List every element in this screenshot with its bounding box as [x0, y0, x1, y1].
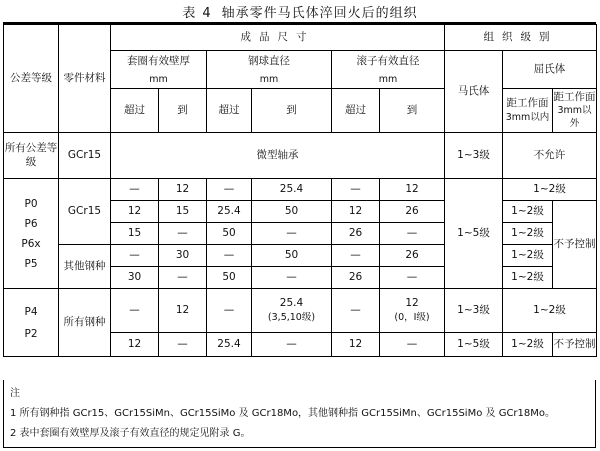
mart-group-a: 1~5级 — [445, 179, 503, 289]
cell: — — [111, 245, 159, 267]
ball-over: 超过 — [207, 89, 252, 133]
not-controlled: 不予控制 — [553, 201, 597, 289]
cell: — — [252, 267, 332, 289]
cell: — — [332, 179, 380, 201]
grade-all: 所有公差等级 — [4, 133, 59, 179]
mart-group-b2: 1~5级 — [445, 333, 503, 357]
ball-to: 到 — [252, 89, 332, 133]
cell: 50 — [207, 223, 252, 245]
troo-b1: 1~2级 — [503, 289, 597, 333]
cell: 30 — [111, 267, 159, 289]
cell: 50 — [252, 245, 332, 267]
cell: — — [207, 179, 252, 201]
cell: 30 — [159, 245, 207, 267]
cell: — — [111, 289, 159, 333]
cell: 26 — [332, 267, 380, 289]
material-gcr15: GCr15 — [59, 179, 111, 245]
cell: — — [380, 223, 445, 245]
troo-row2: 1~2级 — [503, 201, 553, 223]
cell: — — [332, 245, 380, 267]
roller-over: 超过 — [332, 89, 380, 133]
note-2: 2 表中套圈有效壁厚及滚子有效直径的规定见附录 G。 — [10, 428, 251, 439]
cell: — — [207, 245, 252, 267]
mart-group-b1: 1~3级 — [445, 289, 503, 333]
cell: — — [380, 267, 445, 289]
cell: 12 — [111, 333, 159, 357]
material-other: 其他钢种 — [59, 245, 111, 289]
grade-group-b: P4 P2 — [4, 289, 59, 357]
cell: — — [332, 289, 380, 333]
unit-roller: mm — [332, 73, 445, 89]
cell: 25.4 — [207, 201, 252, 223]
cell: 12 — [111, 201, 159, 223]
cell: — — [159, 333, 207, 357]
material-all-steel: 所有钢种 — [59, 289, 111, 357]
troo-b2: 1~2级 — [503, 333, 553, 357]
header-troostite: 屈氏体 — [503, 51, 597, 89]
dist-out: 距工作面 3mm以外 — [553, 89, 597, 133]
header-ball: 钢球直径 — [207, 51, 332, 73]
cell: 26 — [380, 245, 445, 267]
header-roller: 滚子有效直径 — [332, 51, 445, 73]
material-all: GCr15 — [59, 133, 111, 179]
cell: 12 — [380, 179, 445, 201]
cell: 50 — [207, 267, 252, 289]
cell: 12 — [332, 333, 380, 357]
header-martensite: 马氏体 — [445, 51, 503, 133]
ring-to: 到 — [159, 89, 207, 133]
spec-table — [3, 24, 597, 357]
header-dimensions: 成品尺寸 — [111, 25, 445, 51]
cell: 25.4 — [252, 179, 332, 201]
troo-row1: 1~2级 — [503, 179, 597, 201]
roller-to: 到 — [380, 89, 445, 133]
troo-b3: 不予控制 — [553, 333, 597, 357]
cell: 15 — [111, 223, 159, 245]
troo-row5: 1~2级 — [503, 267, 553, 289]
title-text: 轴承零件马氏体淬回火后的组织 — [221, 6, 418, 21]
cell: 25.4 — [207, 333, 252, 357]
cell: 26 — [332, 223, 380, 245]
notes-head: 注 — [10, 388, 20, 399]
cell: — — [111, 179, 159, 201]
dist-in: 距工作面 3mm以内 — [503, 89, 553, 133]
cell: 15 — [159, 201, 207, 223]
header-grade: 公差等级 — [4, 25, 59, 133]
cell: — — [159, 267, 207, 289]
mart-all: 1~3级 — [445, 133, 503, 179]
header-ring: 套圈有效壁厚 — [111, 51, 207, 73]
cell: — — [252, 333, 332, 357]
cell: — — [252, 223, 332, 245]
cell: 12 — [159, 179, 207, 201]
troo-row3: 1~2级 — [503, 223, 553, 245]
cell: 12 — [159, 289, 207, 333]
unit-ring: mm — [111, 73, 207, 89]
ring-over: 超过 — [111, 89, 159, 133]
cell: — — [159, 223, 207, 245]
table-title — [0, 2, 600, 21]
cell: 25.4 (3,5,10级) — [252, 289, 332, 333]
notes-block — [3, 380, 596, 448]
cell: 26 — [380, 201, 445, 223]
cell: 12 — [332, 201, 380, 223]
cell: 12 (0，I级) — [380, 289, 445, 333]
header-material: 零件材料 — [59, 25, 111, 133]
header-structure: 组织级别 — [445, 25, 597, 51]
cell: — — [380, 333, 445, 357]
title-number: 4 — [202, 6, 212, 21]
troo-all: 不允许 — [503, 133, 597, 179]
cell: 50 — [252, 201, 332, 223]
cell: — — [207, 289, 252, 333]
troo-row4: 1~2级 — [503, 245, 553, 267]
unit-ball: mm — [207, 73, 332, 89]
grade-group-a: P0 P6 P6x P5 — [4, 179, 59, 289]
note-1: 1 所有钢种指 GCr15、GCr15SiMn、GCr15SiMo 及 GCr18Mo，其他钢种指 GCr15SiMn、GCr15SiMo 及 GCr18Mo。 — [10, 408, 556, 419]
micro-bearing: 微型轴承 — [111, 133, 445, 179]
title-prefix: 表 — [182, 6, 197, 21]
